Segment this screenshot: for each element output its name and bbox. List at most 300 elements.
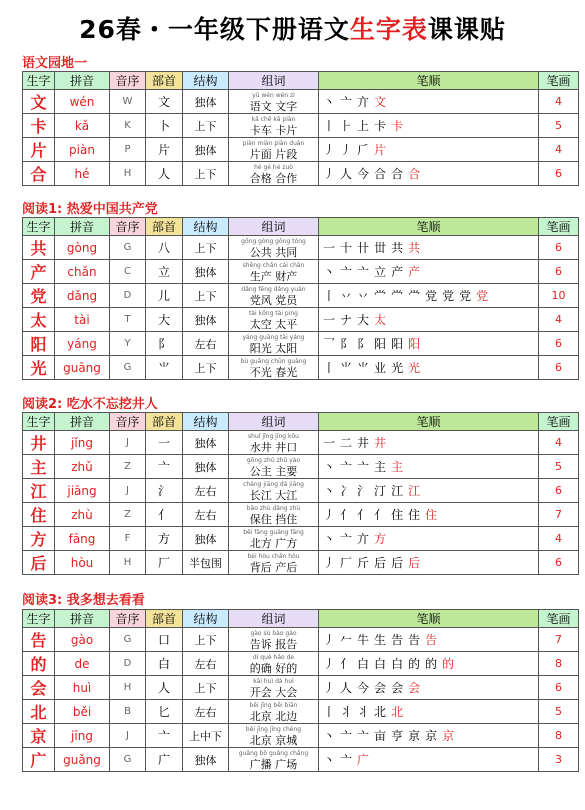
header-pinyin: 拼音 xyxy=(55,610,110,628)
stroke-step: 北 xyxy=(391,705,409,719)
cell-seq: P xyxy=(110,138,146,162)
header-seq: 音序 xyxy=(110,413,146,431)
section-title: 阅读2: 吃水不忘挖井人 xyxy=(22,397,158,412)
cell-char: 阳 xyxy=(23,332,55,356)
cell-strokes xyxy=(319,431,539,455)
cell-radical: 一 xyxy=(146,431,183,455)
stroke-step: 北 xyxy=(374,705,392,719)
words-pinyin: běi fāng guǎng fāng xyxy=(243,528,304,536)
stroke-step: 丶 xyxy=(323,460,341,474)
header-words: 组词 xyxy=(229,72,319,90)
words-text: 告诉 报告 xyxy=(249,637,298,651)
cell-pinyin: jǐng xyxy=(55,431,110,455)
cell-words xyxy=(229,114,319,138)
cell-words xyxy=(229,724,319,748)
header-strokes: 笔顺 xyxy=(319,413,539,431)
words-pinyin: gōng gòng gōng tóng xyxy=(241,237,306,245)
header-structure: 结构 xyxy=(183,218,229,236)
cell-radical: 儿 xyxy=(146,284,183,308)
cell-pinyin: chǎn xyxy=(55,260,110,284)
cell-pinyin: guǎng xyxy=(55,748,110,772)
header-row xyxy=(23,218,579,236)
stroke-step: 后 xyxy=(408,556,426,570)
stroke-step: 立 xyxy=(374,265,392,279)
stroke-step: 方 xyxy=(374,532,392,546)
cell-structure: 左右 xyxy=(183,503,229,527)
cell-words xyxy=(229,527,319,551)
stroke-step: 阳 xyxy=(391,337,409,351)
cell-count: 8 xyxy=(539,652,579,676)
words-text: 党风 党员 xyxy=(249,293,298,307)
stroke-step: 合 xyxy=(374,167,392,181)
stroke-step: ⺌ xyxy=(340,361,358,375)
stroke-step: 的 xyxy=(408,657,426,671)
character-table xyxy=(22,609,579,772)
words-pinyin: piàn miàn piàn duàn xyxy=(242,139,305,147)
words-pinyin: kǎ chē kǎ piàn xyxy=(251,115,296,123)
cell-words xyxy=(229,90,319,114)
stroke-step: 丿 xyxy=(323,167,341,181)
stroke-step: 丬 xyxy=(357,705,375,719)
cell-char: 共 xyxy=(23,236,55,260)
cell-words xyxy=(229,748,319,772)
stroke-step: 亰 xyxy=(408,729,426,743)
stroke-step: ナ xyxy=(340,313,358,327)
stroke-step: 亣 xyxy=(357,95,375,109)
stroke-step: 产 xyxy=(391,265,409,279)
stroke-step: 丶 xyxy=(323,729,341,743)
stroke-step: 亠 xyxy=(357,729,375,743)
stroke-step: 光 xyxy=(391,361,409,375)
cell-words xyxy=(229,551,319,575)
cell-words xyxy=(229,700,319,724)
header-words: 组词 xyxy=(229,610,319,628)
stroke-step: 党 xyxy=(459,289,477,303)
cell-char: 会 xyxy=(23,676,55,700)
stroke-step: ⺌ xyxy=(357,361,375,375)
cell-pinyin: jīng xyxy=(55,724,110,748)
cell-char: 产 xyxy=(23,260,55,284)
stroke-step: 丷 xyxy=(357,289,375,303)
cell-strokes xyxy=(319,724,539,748)
cell-strokes xyxy=(319,455,539,479)
cell-strokes xyxy=(319,676,539,700)
words-pinyin: yáng guāng tài yáng xyxy=(242,333,305,341)
stroke-step: 一 xyxy=(323,436,341,450)
cell-count: 6 xyxy=(539,162,579,186)
cell-seq: D xyxy=(110,284,146,308)
stroke-step: 党 xyxy=(442,289,460,303)
cell-radical: 片 xyxy=(146,138,183,162)
stroke-step: 丷 xyxy=(340,289,358,303)
table-row xyxy=(23,332,579,356)
cell-radical: 氵 xyxy=(146,479,183,503)
title-prefix: 26春・一年级下册语文 xyxy=(79,15,350,44)
cell-strokes xyxy=(319,551,539,575)
cell-structure: 独体 xyxy=(183,90,229,114)
cell-structure: 独体 xyxy=(183,138,229,162)
header-radical: 部首 xyxy=(146,610,183,628)
section-title: 语文园地一 xyxy=(22,56,88,71)
cell-seq: C xyxy=(110,260,146,284)
cell-count: 5 xyxy=(539,114,579,138)
header-count: 笔画 xyxy=(539,413,579,431)
stroke-step: 丿 xyxy=(323,143,341,157)
words-text: 片面 片段 xyxy=(249,147,298,161)
words-text: 的确 好的 xyxy=(249,661,298,675)
cell-count: 8 xyxy=(539,724,579,748)
cell-char: 太 xyxy=(23,308,55,332)
stroke-step: 牛 xyxy=(357,633,375,647)
table-row xyxy=(23,652,579,676)
words-text: 太空 太平 xyxy=(249,317,298,331)
cell-seq: W xyxy=(110,90,146,114)
stroke-step: 亠 xyxy=(340,532,358,546)
cell-count: 3 xyxy=(539,748,579,772)
stroke-step: 丶 xyxy=(323,265,341,279)
stroke-step: 的 xyxy=(425,657,443,671)
stroke-step: 主 xyxy=(374,460,392,474)
cell-radical: 文 xyxy=(146,90,183,114)
cell-count: 7 xyxy=(539,628,579,652)
cell-char: 文 xyxy=(23,90,55,114)
cell-strokes xyxy=(319,308,539,332)
stroke-step: 会 xyxy=(374,681,392,695)
cell-words xyxy=(229,455,319,479)
cell-radical: 人 xyxy=(146,676,183,700)
header-char: 生字 xyxy=(23,72,55,90)
header-seq: 音序 xyxy=(110,72,146,90)
words-pinyin: shuǐ jǐng jǐng kǒu xyxy=(248,432,299,440)
stroke-step: 阝 xyxy=(340,337,358,351)
cell-radical: 厂 xyxy=(146,551,183,575)
header-row xyxy=(23,72,579,90)
words-text: 合格 合作 xyxy=(249,171,298,185)
cell-radical: 人 xyxy=(146,162,183,186)
stroke-step: 井 xyxy=(374,436,392,450)
cell-char: 卡 xyxy=(23,114,55,138)
cell-pinyin: hé xyxy=(55,162,110,186)
stroke-step: 的 xyxy=(442,657,460,671)
stroke-step: 阳 xyxy=(408,337,426,351)
words-pinyin: bèi hòu chǎn hòu xyxy=(247,552,300,560)
header-structure: 结构 xyxy=(183,72,229,90)
words-pinyin: dǎng fēng dǎng yuán xyxy=(241,285,306,293)
section-title: 阅读3: 我多想去看看 xyxy=(22,593,145,608)
stroke-step: 生 xyxy=(374,633,392,647)
words-pinyin: gōng zhǔ zhǔ yào xyxy=(246,456,301,464)
table-row xyxy=(23,455,579,479)
cell-count: 5 xyxy=(539,455,579,479)
header-pinyin: 拼音 xyxy=(55,72,110,90)
cell-pinyin: guāng xyxy=(55,356,110,380)
stroke-step: 亨 xyxy=(391,729,409,743)
cell-radical: 八 xyxy=(146,236,183,260)
cell-pinyin: fāng xyxy=(55,527,110,551)
cell-pinyin: de xyxy=(55,652,110,676)
stroke-step: 丨 xyxy=(323,119,341,133)
cell-pinyin: kǎ xyxy=(55,114,110,138)
stroke-step: 党 xyxy=(425,289,443,303)
cell-pinyin: tài xyxy=(55,308,110,332)
stroke-step: 后 xyxy=(374,556,392,570)
cell-structure: 上下 xyxy=(183,114,229,138)
stroke-step: 𠂉 xyxy=(340,633,358,647)
stroke-step: 产 xyxy=(408,265,426,279)
cell-seq: B xyxy=(110,700,146,724)
cell-structure: 左右 xyxy=(183,652,229,676)
stroke-step: 主 xyxy=(391,460,409,474)
cell-seq: K xyxy=(110,114,146,138)
cell-pinyin: gào xyxy=(55,628,110,652)
stroke-step: 丿 xyxy=(340,143,358,157)
stroke-step: 亻 xyxy=(340,657,358,671)
cell-strokes xyxy=(319,748,539,772)
words-text: 北京 北边 xyxy=(249,709,298,723)
cell-seq: G xyxy=(110,236,146,260)
header-seq: 音序 xyxy=(110,610,146,628)
cell-structure: 左右 xyxy=(183,700,229,724)
stroke-step: 京 xyxy=(425,729,443,743)
header-words: 组词 xyxy=(229,413,319,431)
stroke-step: 一 xyxy=(323,241,341,255)
cell-seq: Z xyxy=(110,455,146,479)
words-pinyin: bù guāng chūn guāng xyxy=(240,357,307,365)
words-text: 水井 井口 xyxy=(249,440,298,454)
stroke-step: 文 xyxy=(374,95,392,109)
words-text: 阳光 太阳 xyxy=(249,341,298,355)
cell-seq: H xyxy=(110,551,146,575)
stroke-step: 告 xyxy=(408,633,426,647)
table-row xyxy=(23,138,579,162)
cell-words xyxy=(229,332,319,356)
cell-char: 北 xyxy=(23,700,55,724)
stroke-step: 太 xyxy=(374,313,392,327)
words-text: 开会 大会 xyxy=(249,685,298,699)
table-row xyxy=(23,748,579,772)
cell-pinyin: huì xyxy=(55,676,110,700)
cell-count: 4 xyxy=(539,431,579,455)
cell-pinyin: gòng xyxy=(55,236,110,260)
stroke-step: 告 xyxy=(425,633,443,647)
cell-count: 4 xyxy=(539,90,579,114)
stroke-step: 一 xyxy=(323,313,341,327)
cell-pinyin: jiāng xyxy=(55,479,110,503)
stroke-step: 亠 xyxy=(340,753,358,767)
stroke-step: 冫 xyxy=(340,484,358,498)
table-row xyxy=(23,527,579,551)
stroke-step: 𠂆 xyxy=(357,143,375,157)
cell-seq: H xyxy=(110,676,146,700)
cell-words xyxy=(229,503,319,527)
cell-structure: 独体 xyxy=(183,455,229,479)
cell-seq: J xyxy=(110,724,146,748)
stroke-step: 丶 xyxy=(323,532,341,546)
cell-strokes xyxy=(319,114,539,138)
cell-seq: Y xyxy=(110,332,146,356)
stroke-step: 亣 xyxy=(357,532,375,546)
cell-char: 江 xyxy=(23,479,55,503)
header-row xyxy=(23,413,579,431)
words-pinyin: dí què hǎo de xyxy=(252,653,295,661)
cell-words xyxy=(229,308,319,332)
cell-pinyin: běi xyxy=(55,700,110,724)
cell-structure: 上下 xyxy=(183,284,229,308)
cell-structure: 左右 xyxy=(183,479,229,503)
cell-count: 6 xyxy=(539,332,579,356)
stroke-step: 京 xyxy=(442,729,460,743)
header-radical: 部首 xyxy=(146,413,183,431)
cell-structure: 半包围 xyxy=(183,551,229,575)
stroke-step: 亻 xyxy=(374,508,392,522)
stroke-step: 丶 xyxy=(323,484,341,498)
cell-count: 6 xyxy=(539,236,579,260)
stroke-step: 阝 xyxy=(357,337,375,351)
table-row xyxy=(23,260,579,284)
table-row xyxy=(23,236,579,260)
table-row xyxy=(23,356,579,380)
character-table xyxy=(22,71,579,186)
stroke-step: 丨 xyxy=(323,289,341,303)
table-row xyxy=(23,503,579,527)
stroke-step: 今 xyxy=(357,167,375,181)
words-text: 公共 共同 xyxy=(249,245,298,259)
stroke-step: 亠 xyxy=(357,460,375,474)
words-pinyin: hé gé hé zuò xyxy=(254,163,293,171)
title-suffix: 课课贴 xyxy=(427,15,506,44)
stroke-step: 汀 xyxy=(374,484,392,498)
header-count: 笔画 xyxy=(539,610,579,628)
stroke-step: 丿 xyxy=(323,657,341,671)
stroke-step: 大 xyxy=(357,313,375,327)
stroke-step: 卄 xyxy=(357,241,375,255)
cell-strokes xyxy=(319,356,539,380)
stroke-step: 合 xyxy=(408,167,426,181)
cell-char: 京 xyxy=(23,724,55,748)
table-row xyxy=(23,284,579,308)
cell-strokes xyxy=(319,138,539,162)
words-text: 生产 财产 xyxy=(249,269,298,283)
cell-words xyxy=(229,431,319,455)
stroke-step: 片 xyxy=(374,143,392,157)
stroke-step: 卡 xyxy=(374,119,392,133)
cell-char: 井 xyxy=(23,431,55,455)
title-highlight: 生字表 xyxy=(349,15,428,44)
cell-structure: 左右 xyxy=(183,332,229,356)
cell-char: 片 xyxy=(23,138,55,162)
stroke-step: 亻 xyxy=(357,508,375,522)
cell-structure: 独体 xyxy=(183,527,229,551)
cell-pinyin: zhǔ xyxy=(55,455,110,479)
stroke-step: 亠 xyxy=(340,265,358,279)
cell-count: 10 xyxy=(539,284,579,308)
stroke-step: 共 xyxy=(408,241,426,255)
header-pinyin: 拼音 xyxy=(55,413,110,431)
cell-count: 7 xyxy=(539,503,579,527)
cell-radical: 大 xyxy=(146,308,183,332)
stroke-step: 氵 xyxy=(357,484,375,498)
stroke-step: 阳 xyxy=(374,337,392,351)
cell-radical: 阝 xyxy=(146,332,183,356)
cell-pinyin: wén xyxy=(55,90,110,114)
table-row xyxy=(23,724,579,748)
header-structure: 结构 xyxy=(183,610,229,628)
cell-strokes xyxy=(319,284,539,308)
cell-strokes xyxy=(319,90,539,114)
table-row xyxy=(23,308,579,332)
stroke-step: 白 xyxy=(374,657,392,671)
header-words: 组词 xyxy=(229,218,319,236)
stroke-step: ⺊ xyxy=(340,119,358,133)
words-pinyin: gào sù bào gào xyxy=(250,629,297,637)
cell-seq: D xyxy=(110,652,146,676)
cell-radical: 亠 xyxy=(146,455,183,479)
cell-structure: 上下 xyxy=(183,628,229,652)
stroke-step: 广 xyxy=(357,753,375,767)
stroke-step: 合 xyxy=(391,167,409,181)
words-pinyin: bǎo zhù dǎng zhù xyxy=(246,504,301,512)
cell-strokes xyxy=(319,503,539,527)
cell-structure: 独体 xyxy=(183,431,229,455)
cell-count: 6 xyxy=(539,479,579,503)
cell-radical: 白 xyxy=(146,652,183,676)
header-count: 笔画 xyxy=(539,218,579,236)
cell-count: 6 xyxy=(539,551,579,575)
words-text: 长江 大江 xyxy=(249,488,298,502)
cell-radical: 匕 xyxy=(146,700,183,724)
cell-pinyin: zhù xyxy=(55,503,110,527)
cell-strokes xyxy=(319,332,539,356)
cell-radical: 口 xyxy=(146,628,183,652)
cell-words xyxy=(229,652,319,676)
stroke-step: 十 xyxy=(340,241,358,255)
stroke-step: 上 xyxy=(357,119,375,133)
words-text: 北方 广方 xyxy=(249,536,298,550)
stroke-step: 亠 xyxy=(340,95,358,109)
cell-radical: 广 xyxy=(146,748,183,772)
stroke-step: 龸 xyxy=(391,289,409,303)
cell-strokes xyxy=(319,652,539,676)
stroke-step: 亩 xyxy=(374,729,392,743)
stroke-step: 光 xyxy=(408,361,426,375)
cell-words xyxy=(229,260,319,284)
stroke-step: 丬 xyxy=(340,705,358,719)
page-title xyxy=(0,10,585,46)
stroke-step: 共 xyxy=(391,241,409,255)
cell-words xyxy=(229,356,319,380)
cell-pinyin: dǎng xyxy=(55,284,110,308)
cell-radical: 亠 xyxy=(146,724,183,748)
cell-structure: 上下 xyxy=(183,356,229,380)
words-text: 广播 广场 xyxy=(249,757,298,771)
stroke-step: 党 xyxy=(476,289,494,303)
cell-pinyin: hòu xyxy=(55,551,110,575)
header-radical: 部首 xyxy=(146,218,183,236)
stroke-step: 亠 xyxy=(357,265,375,279)
stroke-step: 乛 xyxy=(323,337,341,351)
stroke-step: 龸 xyxy=(374,289,392,303)
stroke-step: 丿 xyxy=(323,681,341,695)
words-text: 北京 京城 xyxy=(249,733,298,747)
stroke-step: 丶 xyxy=(323,95,341,109)
cell-radical: 立 xyxy=(146,260,183,284)
cell-char: 光 xyxy=(23,356,55,380)
header-row xyxy=(23,610,579,628)
cell-char: 广 xyxy=(23,748,55,772)
cell-seq: T xyxy=(110,308,146,332)
cell-char: 的 xyxy=(23,652,55,676)
stroke-step: 人 xyxy=(340,167,358,181)
